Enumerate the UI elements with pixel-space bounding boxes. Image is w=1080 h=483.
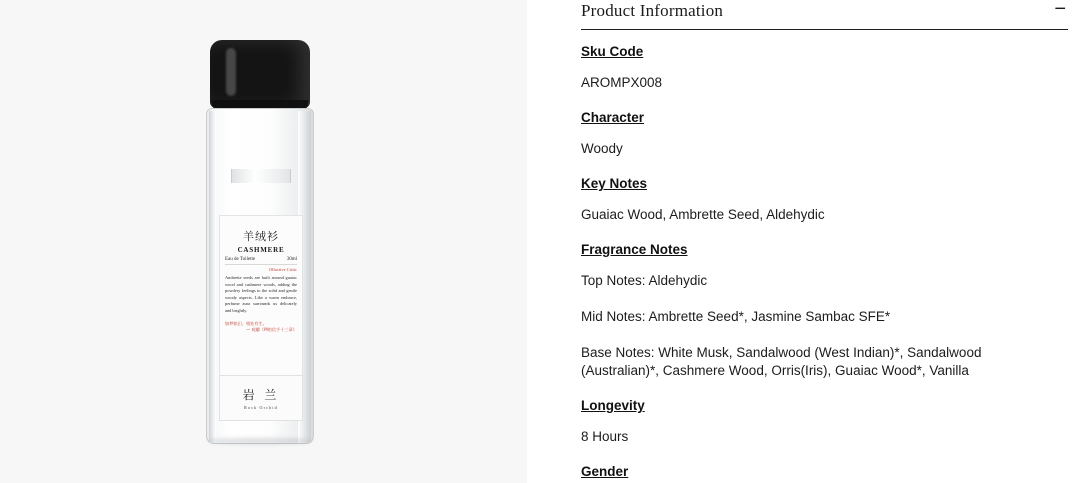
spec-row-gender <box>581 464 1068 480</box>
label-type: Eau de Toilette <box>225 257 256 262</box>
label-accent-text: Olfactive Critic <box>268 267 297 272</box>
product-image-panel[interactable] <box>0 0 527 483</box>
label-quote-text: 如梦如幻，相处有生。 <box>225 320 267 326</box>
bottle-body <box>206 108 314 444</box>
brand-name-cn: 岩 兰 <box>242 388 280 402</box>
spec-value-key-notes: Guaiac Wood, Ambrette Seed, Aldehydic <box>581 207 825 222</box>
label-volume: 30ml <box>286 257 297 262</box>
spec-label-key-notes: Key Notes <box>581 176 648 191</box>
page-title: Product Information <box>581 1 724 20</box>
spec-value-sku: AROMPX008 <box>581 75 663 90</box>
spec-value-mid-notes: Mid Notes: Ambrette Seed*, Jasmine Sambac SFE* <box>581 309 891 324</box>
minus-icon[interactable]: − <box>1054 0 1066 20</box>
bottle-ground-shadow <box>208 438 312 444</box>
bottle-neck <box>231 169 291 183</box>
spec-label-longevity: Longevity <box>581 398 645 413</box>
label-divider <box>225 264 297 265</box>
label-title-cn: 羊绒衫 <box>243 230 279 243</box>
cap-highlight <box>226 48 236 96</box>
brand-name-en: Rock Orchid <box>244 405 278 410</box>
spec-label-character: Character <box>581 110 645 125</box>
spec-label-sku: Sku Code <box>581 44 644 59</box>
spec-value-character: Woody <box>581 141 623 156</box>
spec-row-key-notes <box>581 176 1068 224</box>
spec-row-character <box>581 110 1068 158</box>
spec-value-base-notes: Base Notes: White Musk, Sandalwood (West Indian)*, Sandalwood (Australian)*, Cashmere Wood, Orris(Iris), Guaiac Wood*, Vanilla <box>581 345 982 378</box>
product-information-panel <box>527 0 1080 483</box>
specification-list <box>581 30 1068 480</box>
bottle-left-edge <box>209 111 216 443</box>
spec-value-longevity: 8 Hours <box>581 429 629 444</box>
bottle-cap <box>210 40 310 108</box>
product-information-header[interactable] <box>581 0 1068 30</box>
spec-label-gender: Gender <box>581 464 629 479</box>
label-description: Ambrette seeds are built around guaiac wood and cashmere woods, adding the powdery feelings to the solid and gentle woody aspects. Like a warm embrace, perfume aura surrounds us delicately and brightly. <box>225 275 297 314</box>
spec-row-longevity <box>581 398 1068 446</box>
label-meta <box>220 254 302 262</box>
label-quote-attribution: — 观麝《M的信手十三章》 <box>245 327 297 333</box>
spec-label-fragrance-notes: Fragrance Notes <box>581 242 688 257</box>
bottle-brand-plate <box>219 375 303 421</box>
label-title-en: CASHMERE <box>237 246 285 254</box>
spec-value-top-notes: Top Notes: Aldehydic <box>581 273 708 288</box>
label-quote <box>220 315 302 334</box>
perfume-bottle-image[interactable] <box>206 40 316 444</box>
spec-row-fragrance-notes <box>581 242 1068 380</box>
spec-row-sku <box>581 44 1068 92</box>
